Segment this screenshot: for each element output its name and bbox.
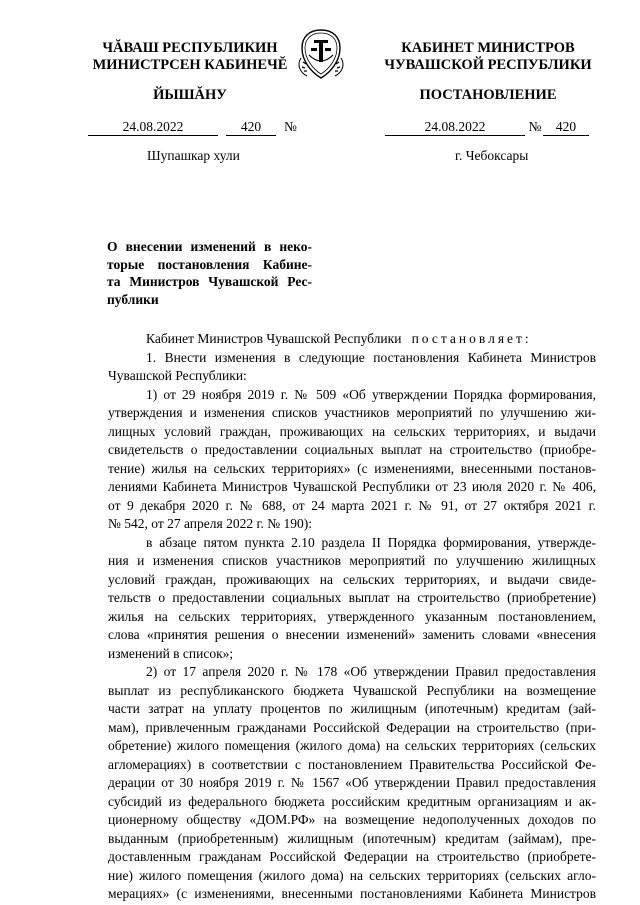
right-registration (385, 119, 605, 135)
right-number: 420 (543, 119, 589, 136)
body-line: изменений в список»; (108, 645, 234, 661)
right-date: 24.08.2022 (385, 119, 525, 136)
right-doc-type: ПОСТАНОВЛЕНИЕ (419, 87, 557, 103)
document-body (108, 330, 596, 904)
body-line: ния и изменения списков участников мероприятий по улучшению жилищных (108, 553, 596, 568)
body-line: субсидий из федерального бюджета российским кредитным организациям и ак- (108, 793, 596, 809)
body-line: утверждения и изменения списков участников мероприятий по улучшению жи- (108, 405, 596, 420)
left-org-name (75, 40, 305, 74)
left-number: 420 (226, 119, 276, 136)
body-line: тение) жилья на сельских территориях» (с изменениями, внесенными постанов- (108, 460, 596, 476)
body-line: лениями Кабинета Министров Чувашской Республики от 23 июля 2020 г. № 406, (108, 479, 596, 494)
body-line: дерации от 30 ноября 2019 г. № 1567 «Об утверждении Правил предоставления (108, 775, 596, 790)
right-org-line2: ЧУВАШСКОЙ РЕСПУБЛИКИ (384, 57, 592, 73)
body-intro (108, 330, 596, 349)
left-doc-type: ЙЫШĂНУ (153, 87, 227, 103)
intro-text: Кабинет Министров Чувашской Республики (146, 331, 402, 346)
body-line: в абзаце пятом пункта 2.10 раздела II Порядка формирования, утвержде- (146, 534, 596, 550)
right-org-line1: КАБИНЕТ МИНИСТРОВ (401, 40, 575, 56)
body-line: Чувашской Республики: (108, 368, 247, 383)
body-line: части затрат на уплату процентов по жилищным (ипотечным) кредитам (зай- (108, 701, 596, 716)
body-line: 1) от 29 ноября 2019 г. № 509 «Об утверждении Порядка формирования, (146, 386, 596, 402)
body-line: выданным (приобретенным) жилищным (ипотечным) кредитам (займам), пре- (108, 830, 596, 846)
body-line: доставленным гражданам Российской Федерации на строительство (приобрете- (108, 849, 596, 864)
body-line: обретение) жилого помещения (жилого дома) на сельских территориях (сельских (108, 738, 596, 753)
left-org-line2: МИНИСТРСЕН КАБИНЕЧĔ (92, 57, 288, 73)
body-line: мам), привлеченным гражданами Российской Федерации на строительство (при- (108, 719, 596, 735)
intro-decree-word: постановляет: (411, 331, 532, 346)
chuvash-emblem-icon (297, 28, 345, 80)
subject-line: О внесении изменений в неко- (107, 239, 312, 254)
body-line: № 542, от 27 апреля 2022 г. № 190): (108, 516, 312, 531)
body-line: лищных условий граждан, проживающих на сельских территориях, и выдачи (108, 423, 596, 439)
left-place: Шупашкар хули (147, 148, 240, 163)
body-line: 2) от 17 апреля 2020 г. № 178 «Об утверждении Правил предоставления (146, 664, 596, 679)
body-line: агломерациях) в соответствии с постановлением Правительства Российской Фе- (108, 756, 596, 772)
right-place: г. Чебоксары (455, 148, 529, 163)
right-number-sign: № (528, 119, 542, 134)
body-line: слова «принятия решения о внесении изменений» заменить словами «внесения (108, 627, 596, 642)
body-line: условий граждан, проживающих на сельских территориях, и выдачи свиде- (108, 571, 596, 587)
subject-line: торые постановления Кабине- (107, 256, 312, 272)
body-line: жилья на сельских территориях, утвержденного указанным постановлением, (108, 608, 596, 624)
body-line: 1. Внести изменения в следующие постановления Кабинета Министров (146, 349, 596, 365)
subject-line: та Министров Чувашской Рес- (107, 274, 312, 289)
left-registration (88, 119, 308, 135)
body-line: от 9 декабря 2020 г. № 688, от 24 марта 2021 г. № 91, от 27 октября 2021 г. (108, 497, 596, 513)
left-date: 24.08.2022 (88, 119, 218, 136)
left-number-sign: № (284, 119, 297, 134)
body-line: выплат из республиканского бюджета Чувашской Республики на возмещение (108, 682, 596, 698)
body-line: ционерному обществу «ДОМ.РФ» на возмещение недополученных доходов по (108, 812, 596, 827)
body-line: тельств о предоставлении социальных выплат на строительство (приобретение) (108, 590, 596, 605)
body-line: ние) жилого помещения (жилого дома) на сельских территориях (сельских агло- (108, 867, 596, 883)
subject-line: публики (107, 291, 159, 307)
document-subject (107, 238, 312, 308)
right-org-name (368, 40, 608, 74)
body-line: мерациях» (с изменениями, внесенными постановлениями Кабинета Министров (108, 886, 596, 901)
body-line: свидетельств о предоставлении социальных выплат на строительство (приобре- (108, 442, 596, 457)
left-org-line1: ЧĂВАШ РЕСПУБЛИКИН (102, 40, 278, 56)
